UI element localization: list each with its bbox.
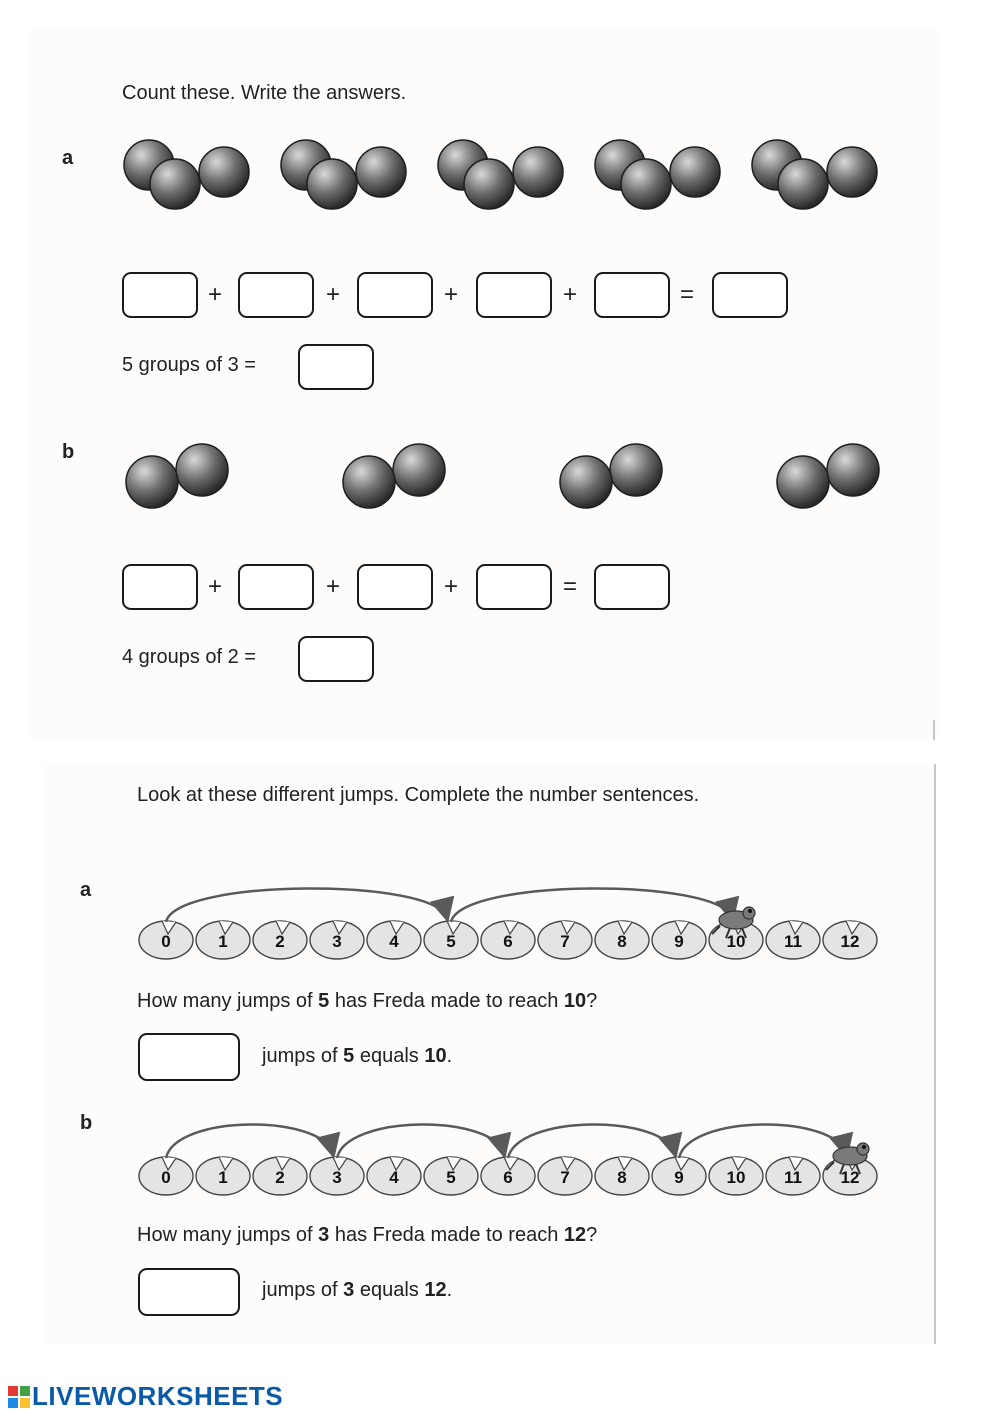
pad-number: 9 <box>674 1168 684 1187</box>
jump-arrow <box>508 1124 675 1158</box>
pad-number: 5 <box>446 1168 456 1187</box>
pad-number: 8 <box>617 1168 627 1187</box>
pad-number: 7 <box>560 1168 570 1187</box>
section1-instruction: Count these. Write the answers. <box>122 82 407 104</box>
lily-pad <box>538 1157 592 1195</box>
pad-number: 10 <box>726 1168 746 1187</box>
part-a-label: a <box>62 147 74 169</box>
brand-name: LIVEWORKSHEETS <box>32 1381 284 1411</box>
liveworksheets-logo[interactable] <box>8 1381 283 1412</box>
jump-arrow <box>166 1124 333 1158</box>
equals-sign: = <box>680 281 695 308</box>
lily-pad <box>139 1157 193 1195</box>
part-b-label: b <box>62 441 75 463</box>
pad-number: 8 <box>617 932 627 951</box>
lily-pad <box>196 1157 250 1195</box>
question-b: How many jumps of 3 has Freda made to reach 12? <box>137 1224 598 1246</box>
pad-number: 7 <box>560 932 570 951</box>
lily-pad <box>766 1157 820 1195</box>
pad-number: 11 <box>784 932 802 951</box>
pad-number: 0 <box>161 932 171 951</box>
jump-part-b-label: b <box>80 1112 93 1134</box>
pad-number: 12 <box>840 1168 860 1187</box>
pad-number: 4 <box>389 932 399 951</box>
lily-pad <box>310 1157 364 1195</box>
plus-sign: + <box>326 573 341 600</box>
jump-part-a-label: a <box>80 879 92 901</box>
jumps-answer-box-b[interactable] <box>138 1268 240 1316</box>
section2-instruction: Look at these different jumps. Complete the number sentences. <box>137 784 700 806</box>
pad-number: 12 <box>840 932 860 951</box>
pad-number: 6 <box>503 1168 513 1187</box>
pad-number: 9 <box>674 932 684 951</box>
plus-sign: + <box>563 281 578 308</box>
answer-sentence-b: jumps of 3 equals 12. <box>262 1279 453 1301</box>
pad-number: 2 <box>275 1168 285 1187</box>
pad-number: 10 <box>726 932 746 951</box>
pad-number: 3 <box>332 1168 342 1187</box>
plus-sign: + <box>444 573 459 600</box>
lily-pad <box>709 1157 763 1195</box>
lily-pad <box>481 1157 535 1195</box>
jump-arrow <box>337 1124 504 1158</box>
pad-number: 11 <box>784 1168 802 1187</box>
pad-number: 1 <box>218 1168 228 1187</box>
pad-number: 2 <box>275 932 285 951</box>
question-a: How many jumps of 5 has Freda made to reach 10? <box>137 990 598 1012</box>
logo-icon <box>8 1385 32 1409</box>
pad-number: 4 <box>389 1168 399 1187</box>
plus-sign: + <box>208 573 223 600</box>
lily-pad <box>424 1157 478 1195</box>
equals-sign: = <box>563 573 578 600</box>
pad-number: 6 <box>503 932 513 951</box>
groups-text-b: 4 groups of 2 = <box>122 646 256 668</box>
answer-sentence-a: jumps of 5 equals 10. <box>262 1045 453 1067</box>
pad-number: 5 <box>446 932 456 951</box>
pad-number: 3 <box>332 932 342 951</box>
lily-pad <box>253 1157 307 1195</box>
plus-sign: + <box>208 281 223 308</box>
groups-text-a: 5 groups of 3 = <box>122 354 256 376</box>
pad-number: 0 <box>161 1168 171 1187</box>
lily-pad <box>367 1157 421 1195</box>
plus-sign: + <box>326 281 341 308</box>
jump-arrow <box>679 1124 846 1158</box>
pad-number: 1 <box>218 932 228 951</box>
lily-pad <box>595 1157 649 1195</box>
lily-pad <box>652 1157 706 1195</box>
plus-sign: + <box>444 281 459 308</box>
